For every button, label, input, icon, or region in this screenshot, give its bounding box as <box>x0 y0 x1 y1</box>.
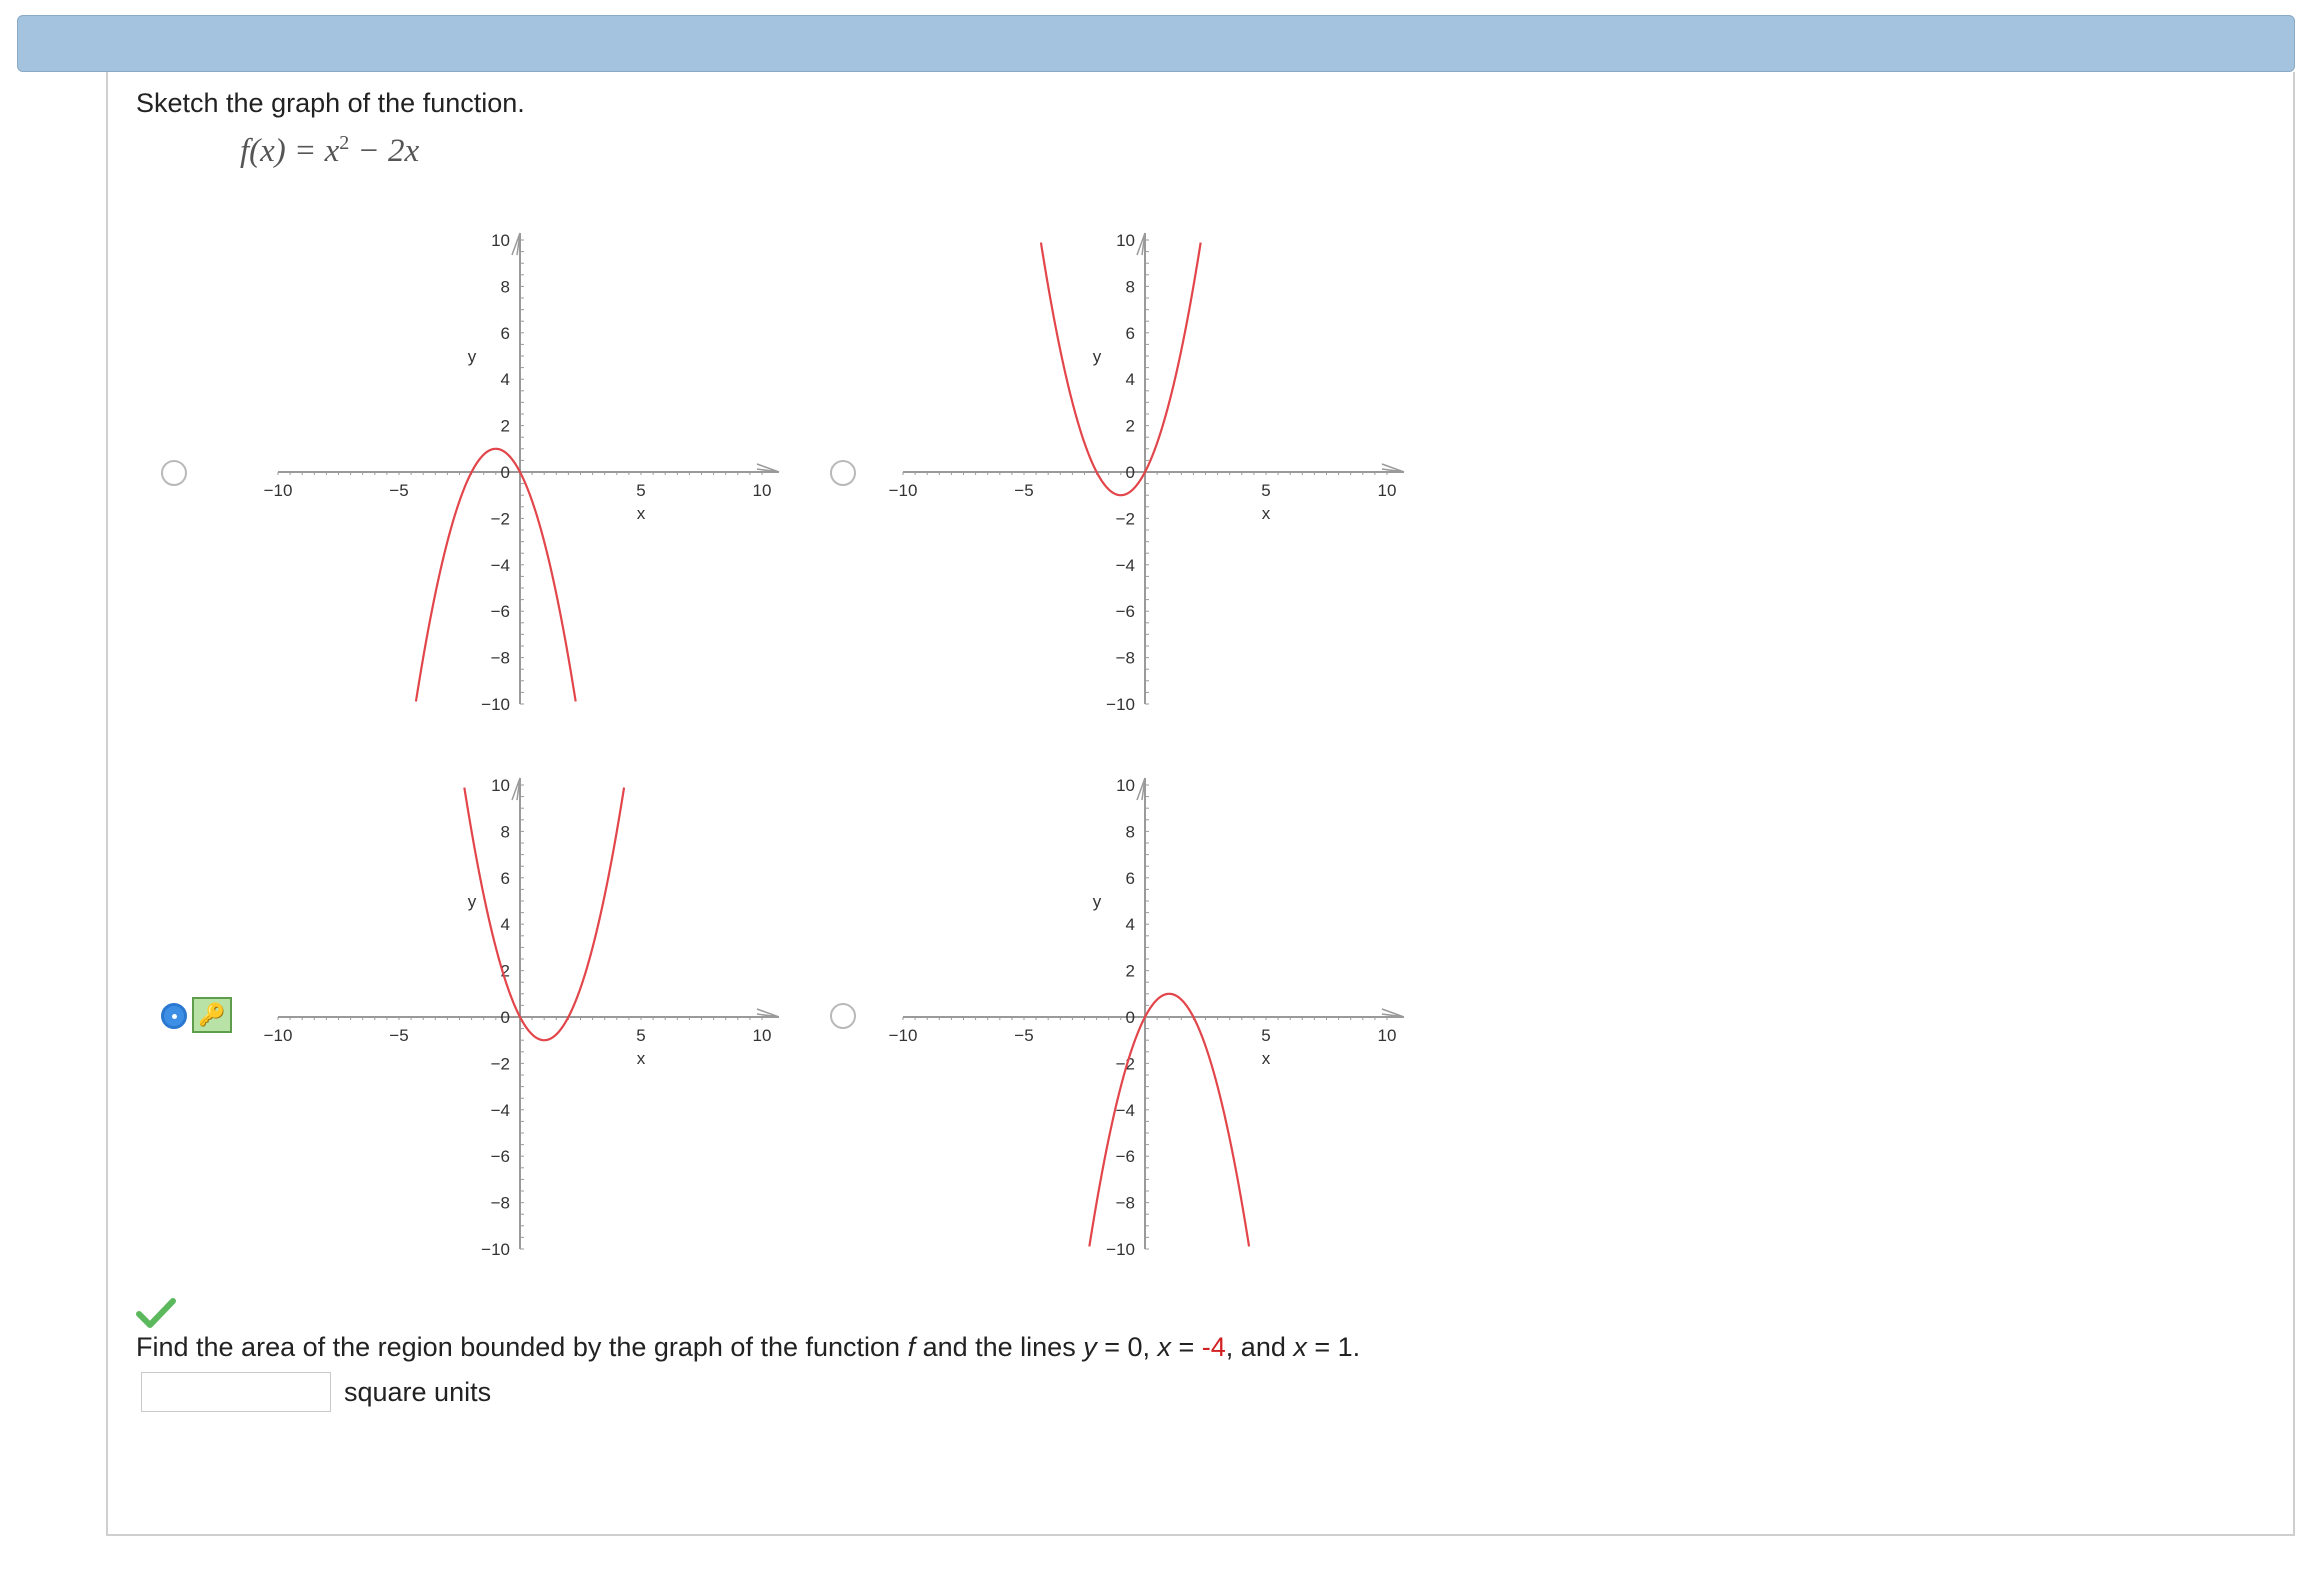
y-tick-label: −2 <box>490 1054 510 1074</box>
x-tick-label: 5 <box>1261 1026 1271 1045</box>
y-tick-label: −4 <box>1115 1100 1135 1120</box>
y-tick-label: 8 <box>500 822 510 842</box>
y-tick-label: 0 <box>1125 1008 1135 1027</box>
y-tick-label: −4 <box>1115 555 1135 575</box>
y-tick-label: 4 <box>500 370 510 390</box>
x-axis-label: x <box>1261 504 1271 523</box>
x-axis-arrow <box>757 464 779 472</box>
y-tick-label: −6 <box>490 602 510 622</box>
y-tick-label: 4 <box>1125 370 1135 390</box>
area-answer-input[interactable] <box>141 1372 331 1412</box>
x-axis-arrow <box>757 1009 779 1017</box>
y-tick-label: 2 <box>1125 961 1135 981</box>
y-axis-label: y <box>1092 892 1102 911</box>
x-tick-label: −10 <box>263 1026 293 1045</box>
graph-choice-d[interactable] <box>888 765 1465 1259</box>
graph-choice-a[interactable] <box>263 220 840 714</box>
y-tick-label: 4 <box>500 915 510 935</box>
y-axis-label: y <box>1092 347 1102 366</box>
y-tick-label: −10 <box>481 695 510 714</box>
function-curve <box>1041 243 1201 496</box>
y-tick-label: 10 <box>1116 231 1135 250</box>
y-tick-label: 2 <box>500 416 510 436</box>
x-tick-label: 10 <box>752 481 772 500</box>
y-tick-label: −6 <box>490 1147 510 1167</box>
y-axis-label: y <box>467 892 477 911</box>
x-axis-label: x <box>1261 1049 1271 1068</box>
y-tick-label: 2 <box>500 961 510 981</box>
y-tick-label: −8 <box>490 1193 510 1213</box>
y-tick-label: 6 <box>500 868 510 888</box>
y-tick-label: 10 <box>491 776 510 795</box>
y-tick-label: −4 <box>490 555 510 575</box>
y-tick-label: −2 <box>1115 1054 1135 1074</box>
x-tick-label: −10 <box>888 481 918 500</box>
y-tick-label: −2 <box>490 509 510 529</box>
y-axis-arrow <box>1137 778 1145 800</box>
y-tick-label: 6 <box>1125 868 1135 888</box>
x-axis-arrow <box>1382 1009 1404 1017</box>
x-tick-label: −5 <box>389 1026 409 1045</box>
graph-svg <box>263 220 840 714</box>
y-tick-label: −10 <box>1106 1240 1135 1259</box>
header-bar <box>17 15 2295 72</box>
y-tick-label: 8 <box>500 277 510 297</box>
graph-svg <box>888 765 1465 1259</box>
x-tick-label: −5 <box>389 481 409 500</box>
function-curve <box>464 788 624 1041</box>
function-curve <box>1089 994 1249 1247</box>
y-tick-label: 0 <box>500 1008 510 1027</box>
y-axis-arrow <box>512 778 520 800</box>
y-tick-label: 10 <box>1116 776 1135 795</box>
y-tick-label: 0 <box>1125 463 1135 482</box>
x-tick-label: 5 <box>636 1026 646 1045</box>
units-label: square units <box>344 1377 492 1407</box>
x-tick-label: −10 <box>888 1026 918 1045</box>
y-tick-label: −6 <box>1115 1147 1135 1167</box>
y-tick-label: −10 <box>481 1240 510 1259</box>
graph-choice-b[interactable] <box>888 220 1465 714</box>
radio-choice-c[interactable] <box>161 1003 187 1029</box>
x-tick-label: 10 <box>1377 1026 1397 1045</box>
x-tick-label: 5 <box>636 481 646 500</box>
y-axis-label: y <box>467 347 477 366</box>
y-axis-arrow <box>512 233 520 255</box>
y-tick-label: −8 <box>1115 648 1135 668</box>
x-tick-label: 5 <box>1261 481 1271 500</box>
y-tick-label: 8 <box>1125 277 1135 297</box>
x-tick-label: −5 <box>1014 481 1034 500</box>
x-tick-label: −10 <box>263 481 293 500</box>
key-icon[interactable]: 🔑 <box>192 997 232 1033</box>
y-tick-label: −8 <box>1115 1193 1135 1213</box>
graph-svg <box>888 220 1465 714</box>
checkmark-icon <box>136 1296 176 1330</box>
y-tick-label: −4 <box>490 1100 510 1120</box>
y-tick-label: −10 <box>1106 695 1135 714</box>
function-formula: $f(x) = x^2 - 2x$ <box>240 132 420 169</box>
area-question: Find the area of the region bounded by the graph of the function f and the lines y = 0, x = -4, and x = 1. <box>136 1332 1361 1362</box>
x-axis-label: x <box>636 1049 646 1068</box>
question-prompt: Sketch the graph of the function. <box>136 88 525 118</box>
graph-svg <box>263 765 840 1259</box>
y-tick-label: 6 <box>500 323 510 343</box>
y-tick-label: −6 <box>1115 602 1135 622</box>
x-tick-label: 10 <box>752 1026 772 1045</box>
x-axis-label: x <box>636 504 646 523</box>
y-tick-label: 10 <box>491 231 510 250</box>
y-tick-label: 0 <box>500 463 510 482</box>
x-tick-label: 10 <box>1377 481 1397 500</box>
x-tick-label: −5 <box>1014 1026 1034 1045</box>
y-tick-label: 8 <box>1125 822 1135 842</box>
x-axis-arrow <box>1382 464 1404 472</box>
y-axis-arrow <box>1137 233 1145 255</box>
y-tick-label: 2 <box>1125 416 1135 436</box>
graph-choice-c[interactable] <box>263 765 840 1259</box>
y-tick-label: 6 <box>1125 323 1135 343</box>
y-tick-label: 4 <box>1125 915 1135 935</box>
y-tick-label: −2 <box>1115 509 1135 529</box>
radio-choice-a[interactable] <box>161 460 187 486</box>
y-tick-label: −8 <box>490 648 510 668</box>
